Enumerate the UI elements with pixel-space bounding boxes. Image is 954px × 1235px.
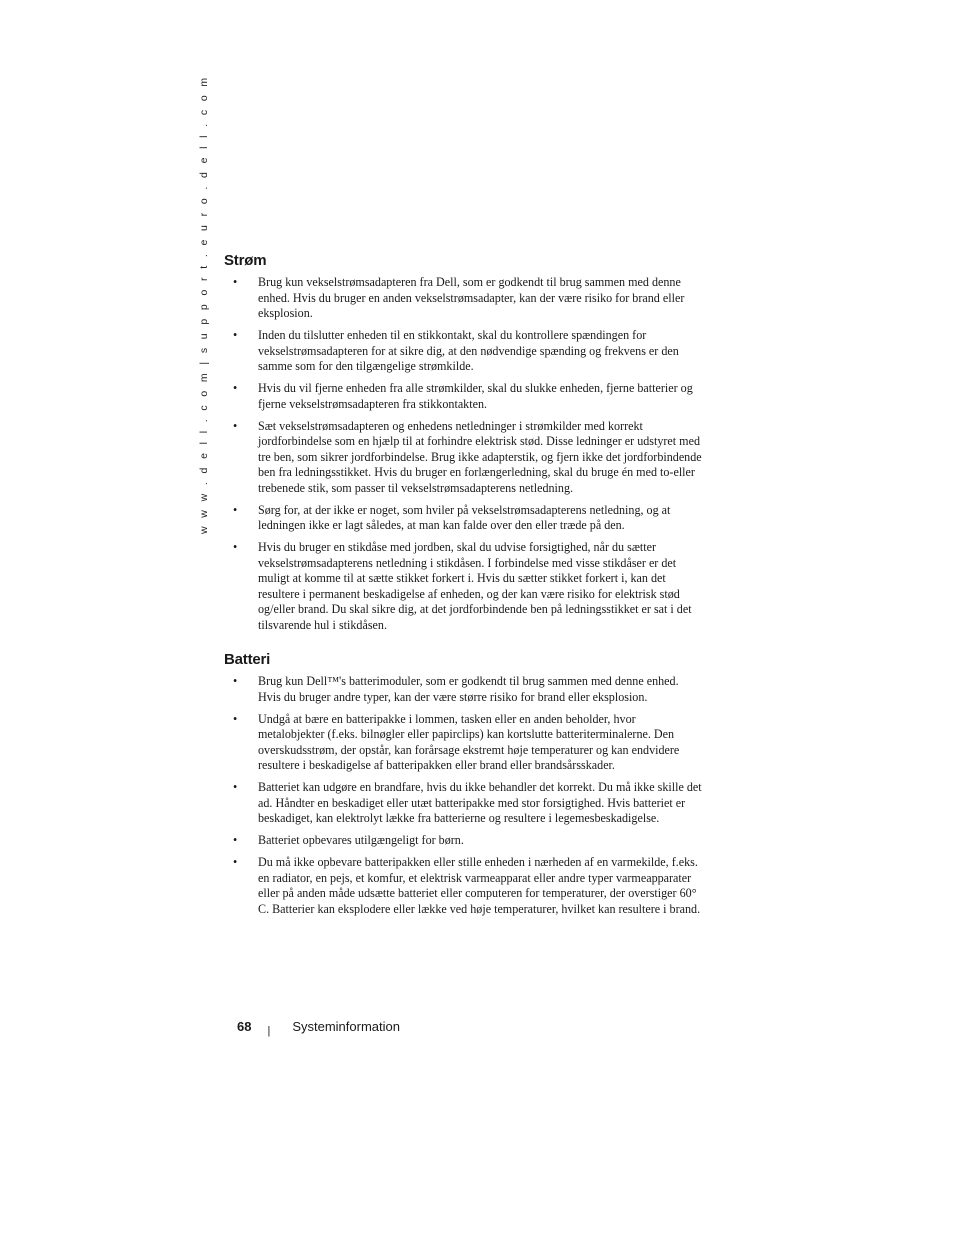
- bullet-icon: •: [233, 855, 238, 869]
- list-item: • Hvis du vil fjerne enheden fra alle strømkilder, skal du slukke enheden, fjerne batterier og fjerne vekselstrømsadapteren fra stikkontakten.: [233, 381, 693, 411]
- page-content: [224, 252, 704, 924]
- list-item: • Du må ikke opbevare batteripakken eller stille enheden i nærheden af en varmekilde, f.eks. en radiator, en pejs, et komfur, et elektrisk varmeapparat eller andre typer varmeapparater eller på anden måde udsætte batteriet eller computeren for temperaturer, der overstiger 60° C. Batterier kan eksplodere eller lække ved høje temperaturer, hvilket kan resultere i brand.: [233, 855, 701, 916]
- bullet-icon: •: [233, 833, 238, 847]
- page-footer: [237, 1019, 400, 1037]
- list-item: • Hvis du bruger en stikdåse med jordben, skal du udvise forsigtighed, når du sætter vekselstrømsadapterens netledning i stikdåsen. I forbindelse med visse stikdåser er det muligt at komme til at sætte stikket forkert i. Hvis du sætter stikket forkert i, kan det resultere i permanent beskadigelse af enheden, og der kan være risiko for elektrisk stød og/eller brand. Du skal sikre dig, at det jordforbindende ben på ledningsstikket er sat i det tilsvarende hul i stikdåsen.: [233, 540, 692, 632]
- list-item: • Sæt vekselstrømsadapteren og enhedens netledninger i strømkilder med korrekt jordforbindelse som en hjælp til at forhindre elektrisk stød. Disse ledninger er udstyret med tre ben, som sikrer jordforbindelse. Brug ikke adapterstik, og fjern ikke det jordforbindende ben fra ledningsstikket. Hvis du bruger en forlængerledning, skal du bruge én med to-eller trebenede stik, som passer til vekselstrømsadapterens netledning.: [233, 418, 702, 495]
- bullet-icon: •: [233, 418, 238, 433]
- footer-separator: |: [267, 1025, 271, 1037]
- list-item: • Brug kun Dell™'s batterimoduler, som er godkendt til brug sammen med denne enhed. Hvis du bruger andre typer, kan der være større risiko for brand eller eksplosion.: [233, 674, 679, 704]
- bullet-icon: •: [233, 674, 238, 688]
- section-title-batteri: Batteri: [224, 651, 271, 668]
- list-item: • Undgå at bære en batteripakke i lommen, tasken eller en anden beholder, hvor metalobjekter (f.eks. bilnøgler eller papirclips) kan kortslutte batteriterminalerne. Den overskudsstrøm, der opstår, kan forårsage ekstremt høje temperaturer og kan endvidere resultere i beskadigelse af batteripakken eller brand eller brandsårsskader.: [233, 711, 680, 772]
- bullet-icon: •: [233, 328, 238, 342]
- bullet-icon: •: [233, 780, 238, 794]
- chapter-title: Systeminformation: [292, 1019, 400, 1034]
- bullet-icon: •: [233, 540, 238, 554]
- page-number: 68: [237, 1019, 252, 1034]
- side-url: w w w . d e l l . c o m | s u p p o r t . e u r o . d e l l . c o m: [198, 74, 210, 534]
- bullet-icon: •: [233, 381, 238, 395]
- section-title-strom: Strøm: [224, 252, 267, 269]
- bullet-icon: •: [233, 502, 238, 517]
- list-item: • Inden du tilslutter enheden til en stikkontakt, skal du kontrollere spændingen for vekselstrømsadapteren for at sikre dig, at den nødvendige spænding og frekvens er den samme som for den tilgængelige strømkilde.: [233, 328, 679, 373]
- bullet-icon: •: [233, 711, 238, 726]
- batteri-list: [224, 674, 704, 917]
- bullet-icon: •: [233, 275, 238, 289]
- list-item: • Brug kun vekselstrømsadapteren fra Dell, som er godkendt til brug sammen med denne enhed. Hvis du bruger en anden vekselstrømsadapter, kan der være risiko for brand eller eksplosion.: [233, 275, 685, 320]
- list-item: • Sørg for, at der ikke er noget, som hviler på vekselstrømsadapterens netledning, og at ledningen ikke er lagt således, at man kan falde over den eller træde på den.: [233, 502, 671, 532]
- list-item: • Batteriet kan udgøre en brandfare, hvis du ikke behandler det korrekt. Du må ikke skille det ad. Håndter en beskadiget eller utæt batteripakke med stor forsigtighed. Hvis batteriet er beskadiget, kan elektrolyt lække fra batterierne og resultere i legemesbeskadigelse.: [233, 780, 702, 825]
- strom-list: [224, 275, 704, 633]
- list-item: • Batteriet opbevares utilgængeligt for børn.: [233, 833, 464, 847]
